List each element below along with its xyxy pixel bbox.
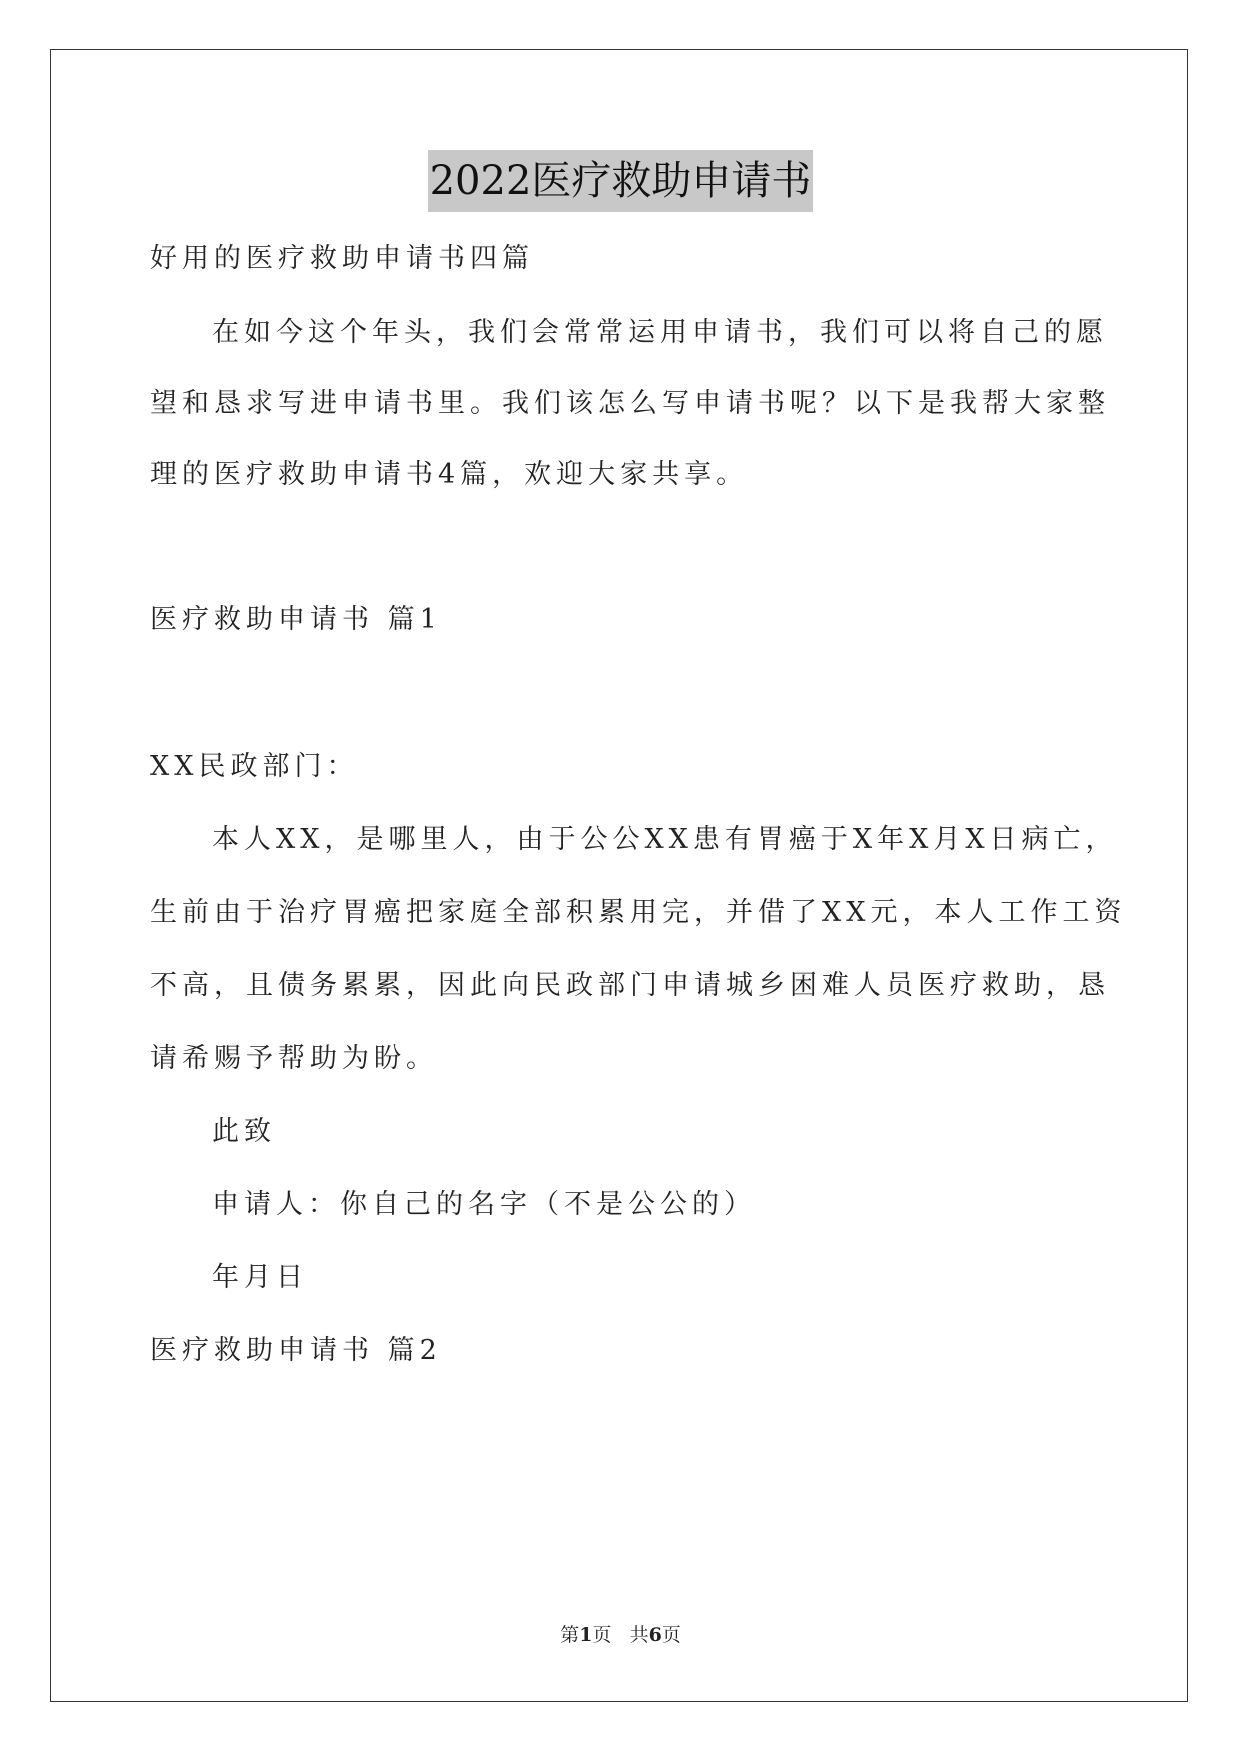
date-line: 年月日 bbox=[212, 1262, 308, 1293]
page-footer bbox=[0, 1620, 1241, 1650]
body-line-3: 不高，且债务累累，因此向民政部门申请城乡困难人员医疗救助，恳 bbox=[150, 970, 1110, 1001]
intro-line-3: 理的医疗救助申请书4篇，欢迎大家共享。 bbox=[150, 459, 749, 490]
document-title: 2022医疗救助申请书 bbox=[428, 150, 814, 212]
footer-total-suffix: 页 bbox=[661, 1624, 681, 1646]
document-subtitle: 好用的医疗救助申请书四篇 bbox=[150, 243, 534, 274]
closing-text: 此致 bbox=[212, 1116, 276, 1147]
intro-line-2: 望和恳求写进申请书里。我们该怎么写申请书呢？以下是我帮大家整 bbox=[150, 388, 1110, 419]
title-container bbox=[0, 150, 1241, 212]
intro-line-1: 在如今这个年头，我们会常常运用申请书，我们可以将自己的愿 bbox=[212, 317, 1108, 348]
section-1-heading: 医疗救助申请书 篇1 bbox=[150, 604, 442, 635]
footer-page-number: 1 bbox=[579, 1624, 593, 1646]
salutation: XX民政部门： bbox=[150, 751, 359, 782]
footer-total-prefix: 共 bbox=[629, 1624, 649, 1646]
body-line-2: 生前由于治疗胃癌把家庭全部积累用完，并借了XX元，本人工作工资 bbox=[150, 897, 1127, 928]
applicant-line: 申请人：你自己的名字（不是公公的） bbox=[212, 1189, 756, 1220]
page-border bbox=[50, 49, 1188, 1702]
body-line-4: 请希赐予帮助为盼。 bbox=[150, 1043, 438, 1074]
footer-total-pages: 6 bbox=[648, 1624, 662, 1646]
section-2-heading: 医疗救助申请书 篇2 bbox=[150, 1335, 442, 1366]
footer-page-suffix: 页 bbox=[592, 1624, 612, 1646]
body-line-1: 本人XX，是哪里人，由于公公XX患有胃癌于X年X月X日病亡， bbox=[212, 824, 1118, 855]
footer-page-prefix: 第 bbox=[560, 1624, 580, 1646]
